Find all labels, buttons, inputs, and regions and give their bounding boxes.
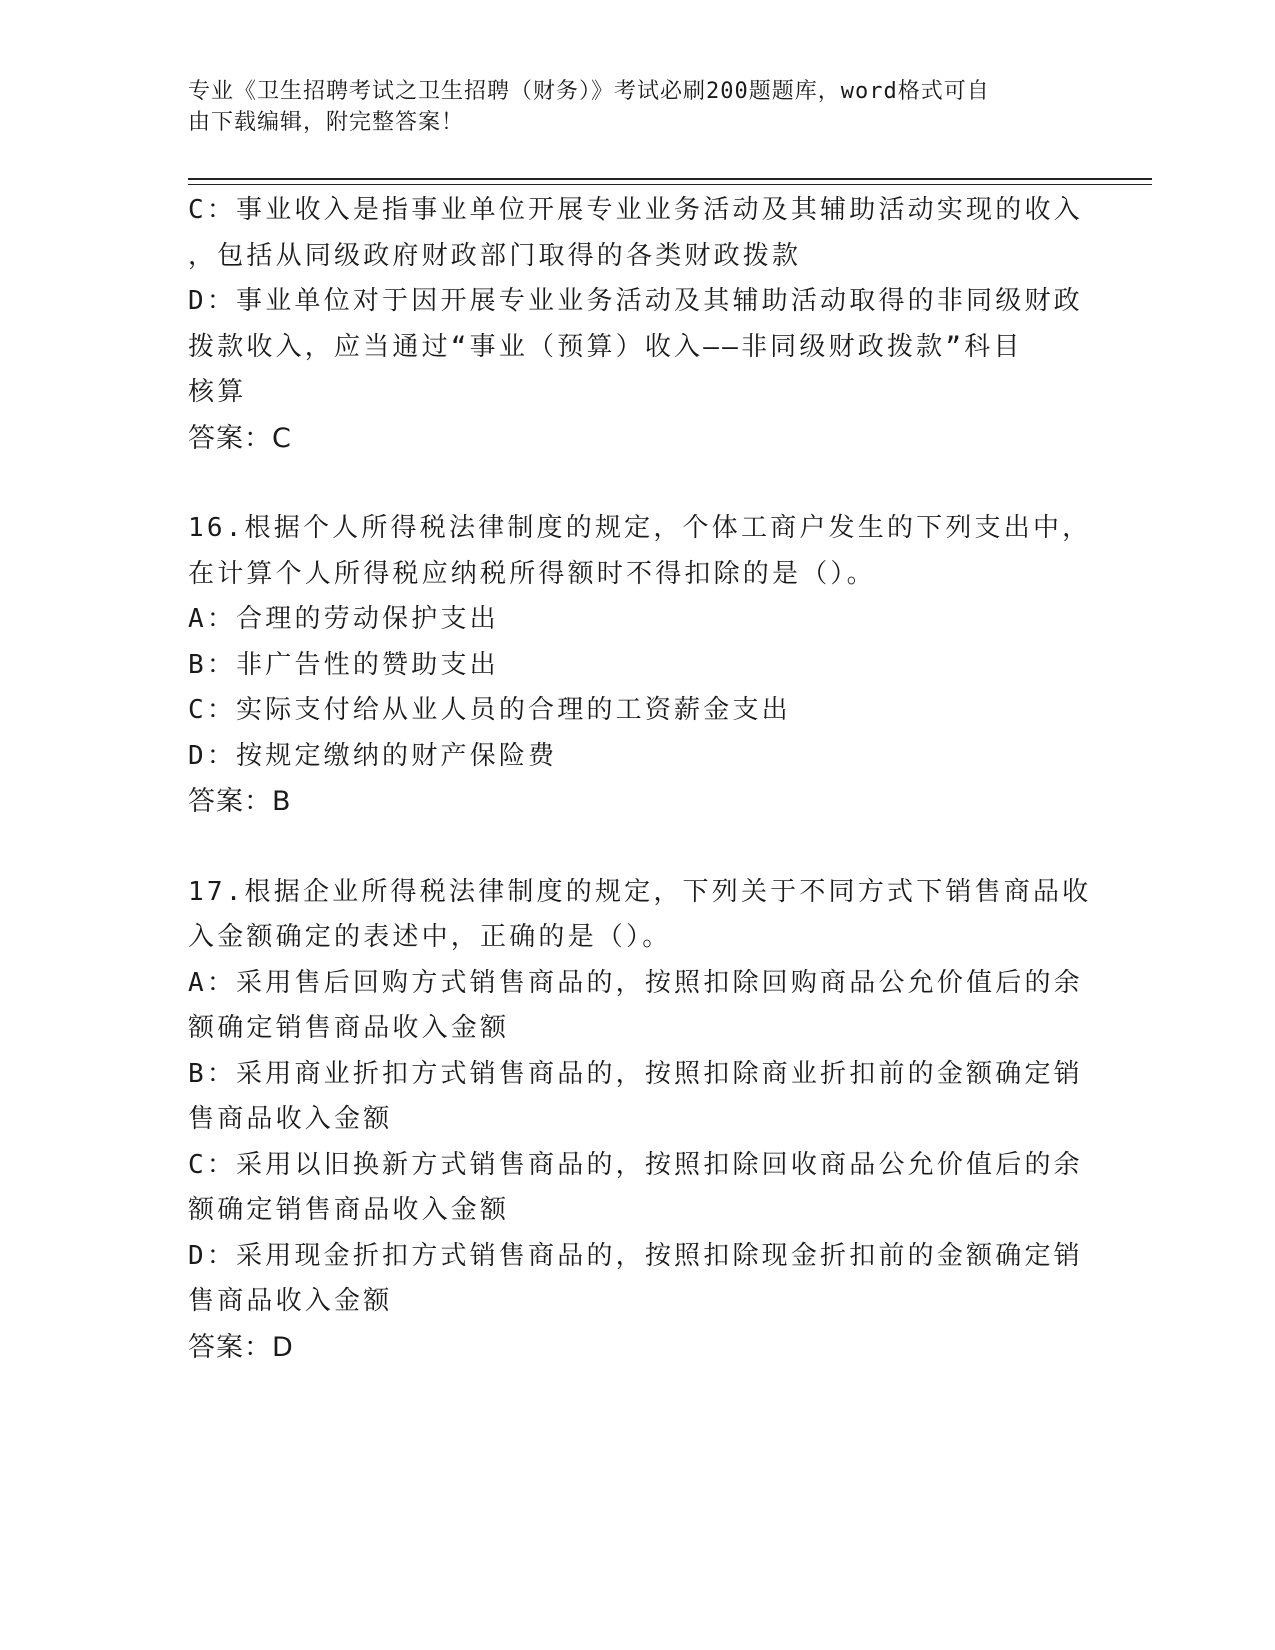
spacer <box>188 825 1088 870</box>
question-15-continued <box>188 188 1088 461</box>
header-line-1: 专业《卫生招聘考试之卫生招聘（财务）》考试必刷200题题库，word格式可自 <box>188 79 990 104</box>
answer-label: 答案：B <box>188 786 292 817</box>
question-17 <box>188 870 1092 1371</box>
option-b: B：采用商业折扣方式销售商品的，按照扣除商业折扣前的金额确定销 <box>188 1058 1083 1089</box>
option-a: A：合理的劳动保护支出 <box>188 604 499 634</box>
option-c: C：事业收入是指事业单位开展专业业务活动及其辅助活动实现的收入 <box>188 195 1083 225</box>
option-c-continued: ，包括从同级政府财政部门取得的各类财政拨款 <box>188 240 802 271</box>
option-a: A：采用售后回购方式销售商品的，按照扣除回购商品公允价值后的余 <box>188 967 1083 998</box>
option-d: D：采用现金折扣方式销售商品的，按照扣除现金折扣前的金额确定销 <box>188 1240 1083 1271</box>
document-body <box>188 188 1092 1370</box>
question-stem-continued: 在计算个人所得税应纳税所得额时不得扣除的是（）。 <box>188 558 876 589</box>
header-rule-thick <box>188 178 1152 180</box>
option-c-continued: 额确定销售商品收入金额 <box>188 1195 510 1225</box>
option-c: C：实际支付给从业人员的合理的工资薪金支出 <box>188 695 791 725</box>
option-a-continued: 额确定销售商品收入金额 <box>188 1013 510 1043</box>
answer-label: 答案：C <box>188 422 292 454</box>
option-d: D：按规定缴纳的财产保险费 <box>188 740 558 771</box>
question-16 <box>188 506 1092 825</box>
option-c: C：采用以旧换新方式销售商品的，按照扣除回收商品公允价值后的余 <box>188 1149 1083 1180</box>
option-d: D：事业单位对于因开展专业业务活动及其辅助活动取得的非同级财政 <box>188 286 1083 316</box>
option-d-continued: 拨款收入，应当通过“事业（预算）收入——非同级财政拨款”科目 <box>188 331 1023 362</box>
header-rule-thin <box>188 184 1152 185</box>
document-header <box>188 76 1068 138</box>
option-d-continued: 售商品收入金额 <box>188 1286 393 1316</box>
question-stem: 16.根据个人所得税法律制度的规定，个体工商户发生的下列支出中， <box>188 513 1092 543</box>
option-b-continued: 售商品收入金额 <box>188 1104 393 1134</box>
question-stem-continued: 入金额确定的表述中，正确的是（）。 <box>188 922 672 952</box>
option-b: B：非广告性的赞助支出 <box>188 649 499 680</box>
header-line-2: 由下载编辑，附完整答案！ <box>188 110 465 135</box>
question-stem: 17.根据企业所得税法律制度的规定，下列关于不同方式下销售商品收 <box>188 876 1092 907</box>
spacer <box>188 461 1088 506</box>
option-d-continued: 核算 <box>188 377 247 407</box>
answer-label: 答案：D <box>188 1331 294 1363</box>
